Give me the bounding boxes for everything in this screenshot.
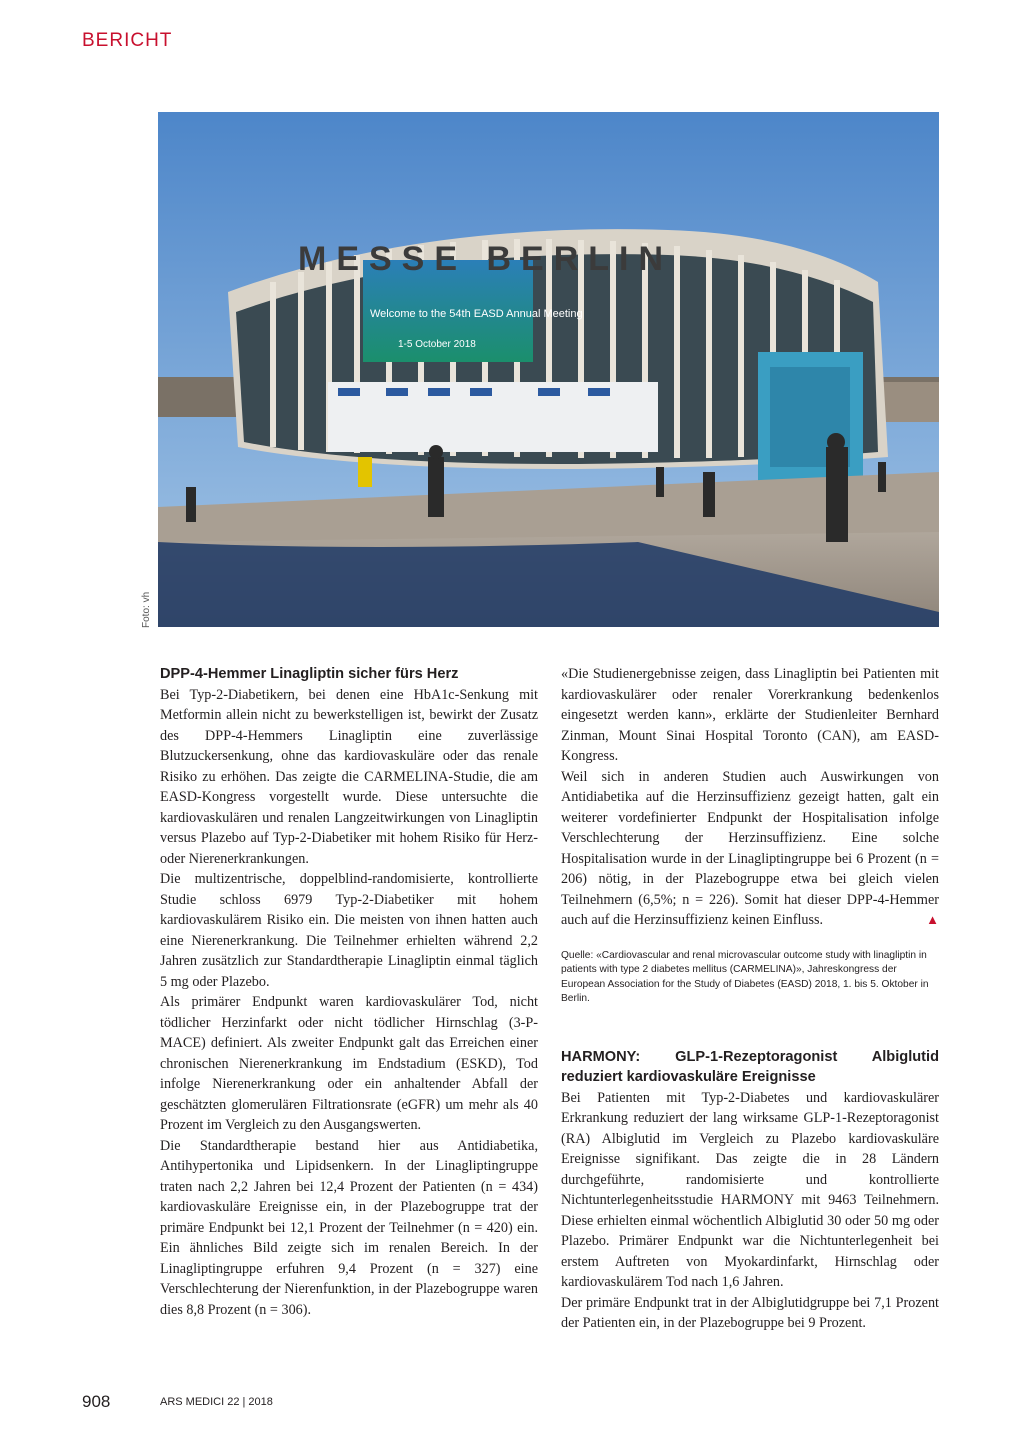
- banner-text: Welcome to the 54th EASD Annual Meeting: [370, 308, 583, 320]
- article1-paragraph-4: Die Standardtherapie bestand hier aus Antidiabetika, Antihypertonika und Lipidsenkern. In der Linagliptingruppe traten nach 2,2 Jahren bei 12,4 Prozent der Patienten (n = 434) kardiovaskuläre Ereignisse ein, in der Plazebogruppe trat der primäre Endpunkt bei 12,1 Prozent der Teilnehmer (n = 420) ein. Ein ähnliches Bild zeigte sich im renalen Bereich. In der Linagliptingruppe erfuhren 9,4 Prozent (n = 327) eine Verschlechterung der Nierenfunktion, in der Plazebogruppe waren dies 8,8 Prozent (n = 306).: [160, 1137, 538, 1318]
- article1-heading: DPP-4-Hemmer Linagliptin sicher fürs Herz: [160, 666, 459, 682]
- banner-date: 1-5 October 2018: [398, 339, 476, 350]
- right-column: [561, 664, 939, 1334]
- end-mark-icon: ▲: [926, 912, 939, 927]
- photo-credit: Foto: vh: [141, 591, 152, 628]
- article1-paragraph-2: Die multizentrische, doppelblind-randomisierte, kontrollierte Studie schloss 6979 Typ-2-Diabetiker mit hohem kardiovaskulärem Risiko ein. Die meisten von ihnen hatten auch eine Nierenerkrankung. Die Teilnehmer erhielten während 2,2 Jahren zusätzlich zur Standardtherapie Linagliptin einmal täglich 5 mg oder Plazebo.: [160, 871, 538, 990]
- article1-source: Quelle: «Cardiovascular and renal microvascular outcome study with linagliptin in patients with type 2 diabetes mellitus (CARMELINA)», Jahreskongress der European Association for the Study of Diabetes (EASD) 2018, 1. bis 5. Oktober in Berlin.: [561, 949, 929, 1005]
- left-column: [160, 664, 538, 1320]
- article2-heading: HARMONY: GLP-1-Rezeptoragonist Albiglutid reduziert kardiovaskuläre Ereignisse: [561, 1048, 939, 1086]
- article-photo: [158, 112, 939, 627]
- article2-paragraph-2: Der primäre Endpunkt trat in der Albiglutidgruppe bei 7,1 Prozent der Patienten ein, in der Plazebogruppe bei 9 Prozent.: [561, 1294, 939, 1332]
- journal-issue: ARS MEDICI 22 | 2018: [160, 1396, 273, 1408]
- article1-paragraph-6: [561, 767, 939, 931]
- building-lettering: MESSE BERLIN: [298, 240, 674, 278]
- article2-paragraph-1: Bei Patienten mit Typ-2-Diabetes und kardiovaskulärer Erkrankung reduziert der lang wirksame GLP-1-Rezeptoragonist (RA) Albiglutid im Vergleich zu Plazebo kardiovaskuläre Ereignisse signifikant. Das zeigte die in 28 Ländern durchgeführte, randomisierte und kontrollierte Nichtunterlegenheitsstudie HARMONY mit 9463 Teilnehmern. Diese erhielten einmal wöchentlich Albiglutid 30 oder 50 mg oder Plazebo. Primärer Endpunkt war die Nichtunterlegenheit bei erstem Auftreten von Myokardinfarkt, Hirnschlag oder kardiovaskulärem Tod nach 1,6 Jahren.: [561, 1089, 939, 1291]
- article1-paragraph-1: Bei Typ-2-Diabetikern, bei denen eine HbA1c-Senkung mit Metformin allein nicht zu bewerkstelligen ist, bewirkt der Zusatz des DPP-4-Hemmers Linagliptin eine zuverlässige Blutzuckersenkung, ohne das kardiovaskuläre oder das renale Risiko zu erhöhen. Das zeigte die CARMELINA-Studie, die am EASD-Kongress vorgestellt wurde. Diese untersuchte die kardiovaskulären und renalen Langzeitwirkungen von Linagliptin versus Plazebo auf Typ-2-Diabetiker mit hohem Risiko für Herz- oder Nierenerkrankungen.: [160, 686, 538, 867]
- page-number: 908: [82, 1392, 111, 1411]
- article1-paragraph-6-text: Weil sich in anderen Studien auch Auswirkungen von Antidiabetika auf die Herzinsuffizienz gezeigt hatten, galt ein weiterer vordefinierter Endpunkt der Hospitalisation infolge Verschlechterung der Herzinsuffizienz. Eine solche Hospitalisation wurde in der Linagliptingruppe bei 6 Prozent (n = 206) nötig, in der Plazebogruppe etwa bei gleich vielen Teilnehmern (6,5%; n = 226). Somit hat dieser DPP-4-Hemmer auch auf die Herzinsuffizienz keinen Einfluss.: [561, 768, 939, 928]
- section-label: BERICHT: [82, 30, 173, 51]
- article1-paragraph-5: «Die Studienergebnisse zeigen, dass Linagliptin bei Patienten mit kardiovaskulärer oder renaler Vorerkrankung bedenkenlos eingesetzt werden kann», erklärte der Studienleiter Bernhard Zinman, Mount Sinai Hospital Toronto (CAN), am EASD-Kongress.: [561, 666, 939, 764]
- article1-paragraph-3: Als primärer Endpunkt waren kardiovaskulärer Tod, nicht tödlicher Herzinfarkt oder nicht tödlicher Hirnschlag (3-P-MACE) definiert. Als zweiter Endpunkt galt das Erreichen einer chronischen Nierenerkrankung im Endstadium (ESKD), Tod infolge Nierenerkrankung oder ein anhaltender Abfall der geschätzten glomerulären Filtrationsrate (eGFR) um mehr als 40 Prozent im Vergleich zu den Ausgangswerten.: [160, 994, 538, 1133]
